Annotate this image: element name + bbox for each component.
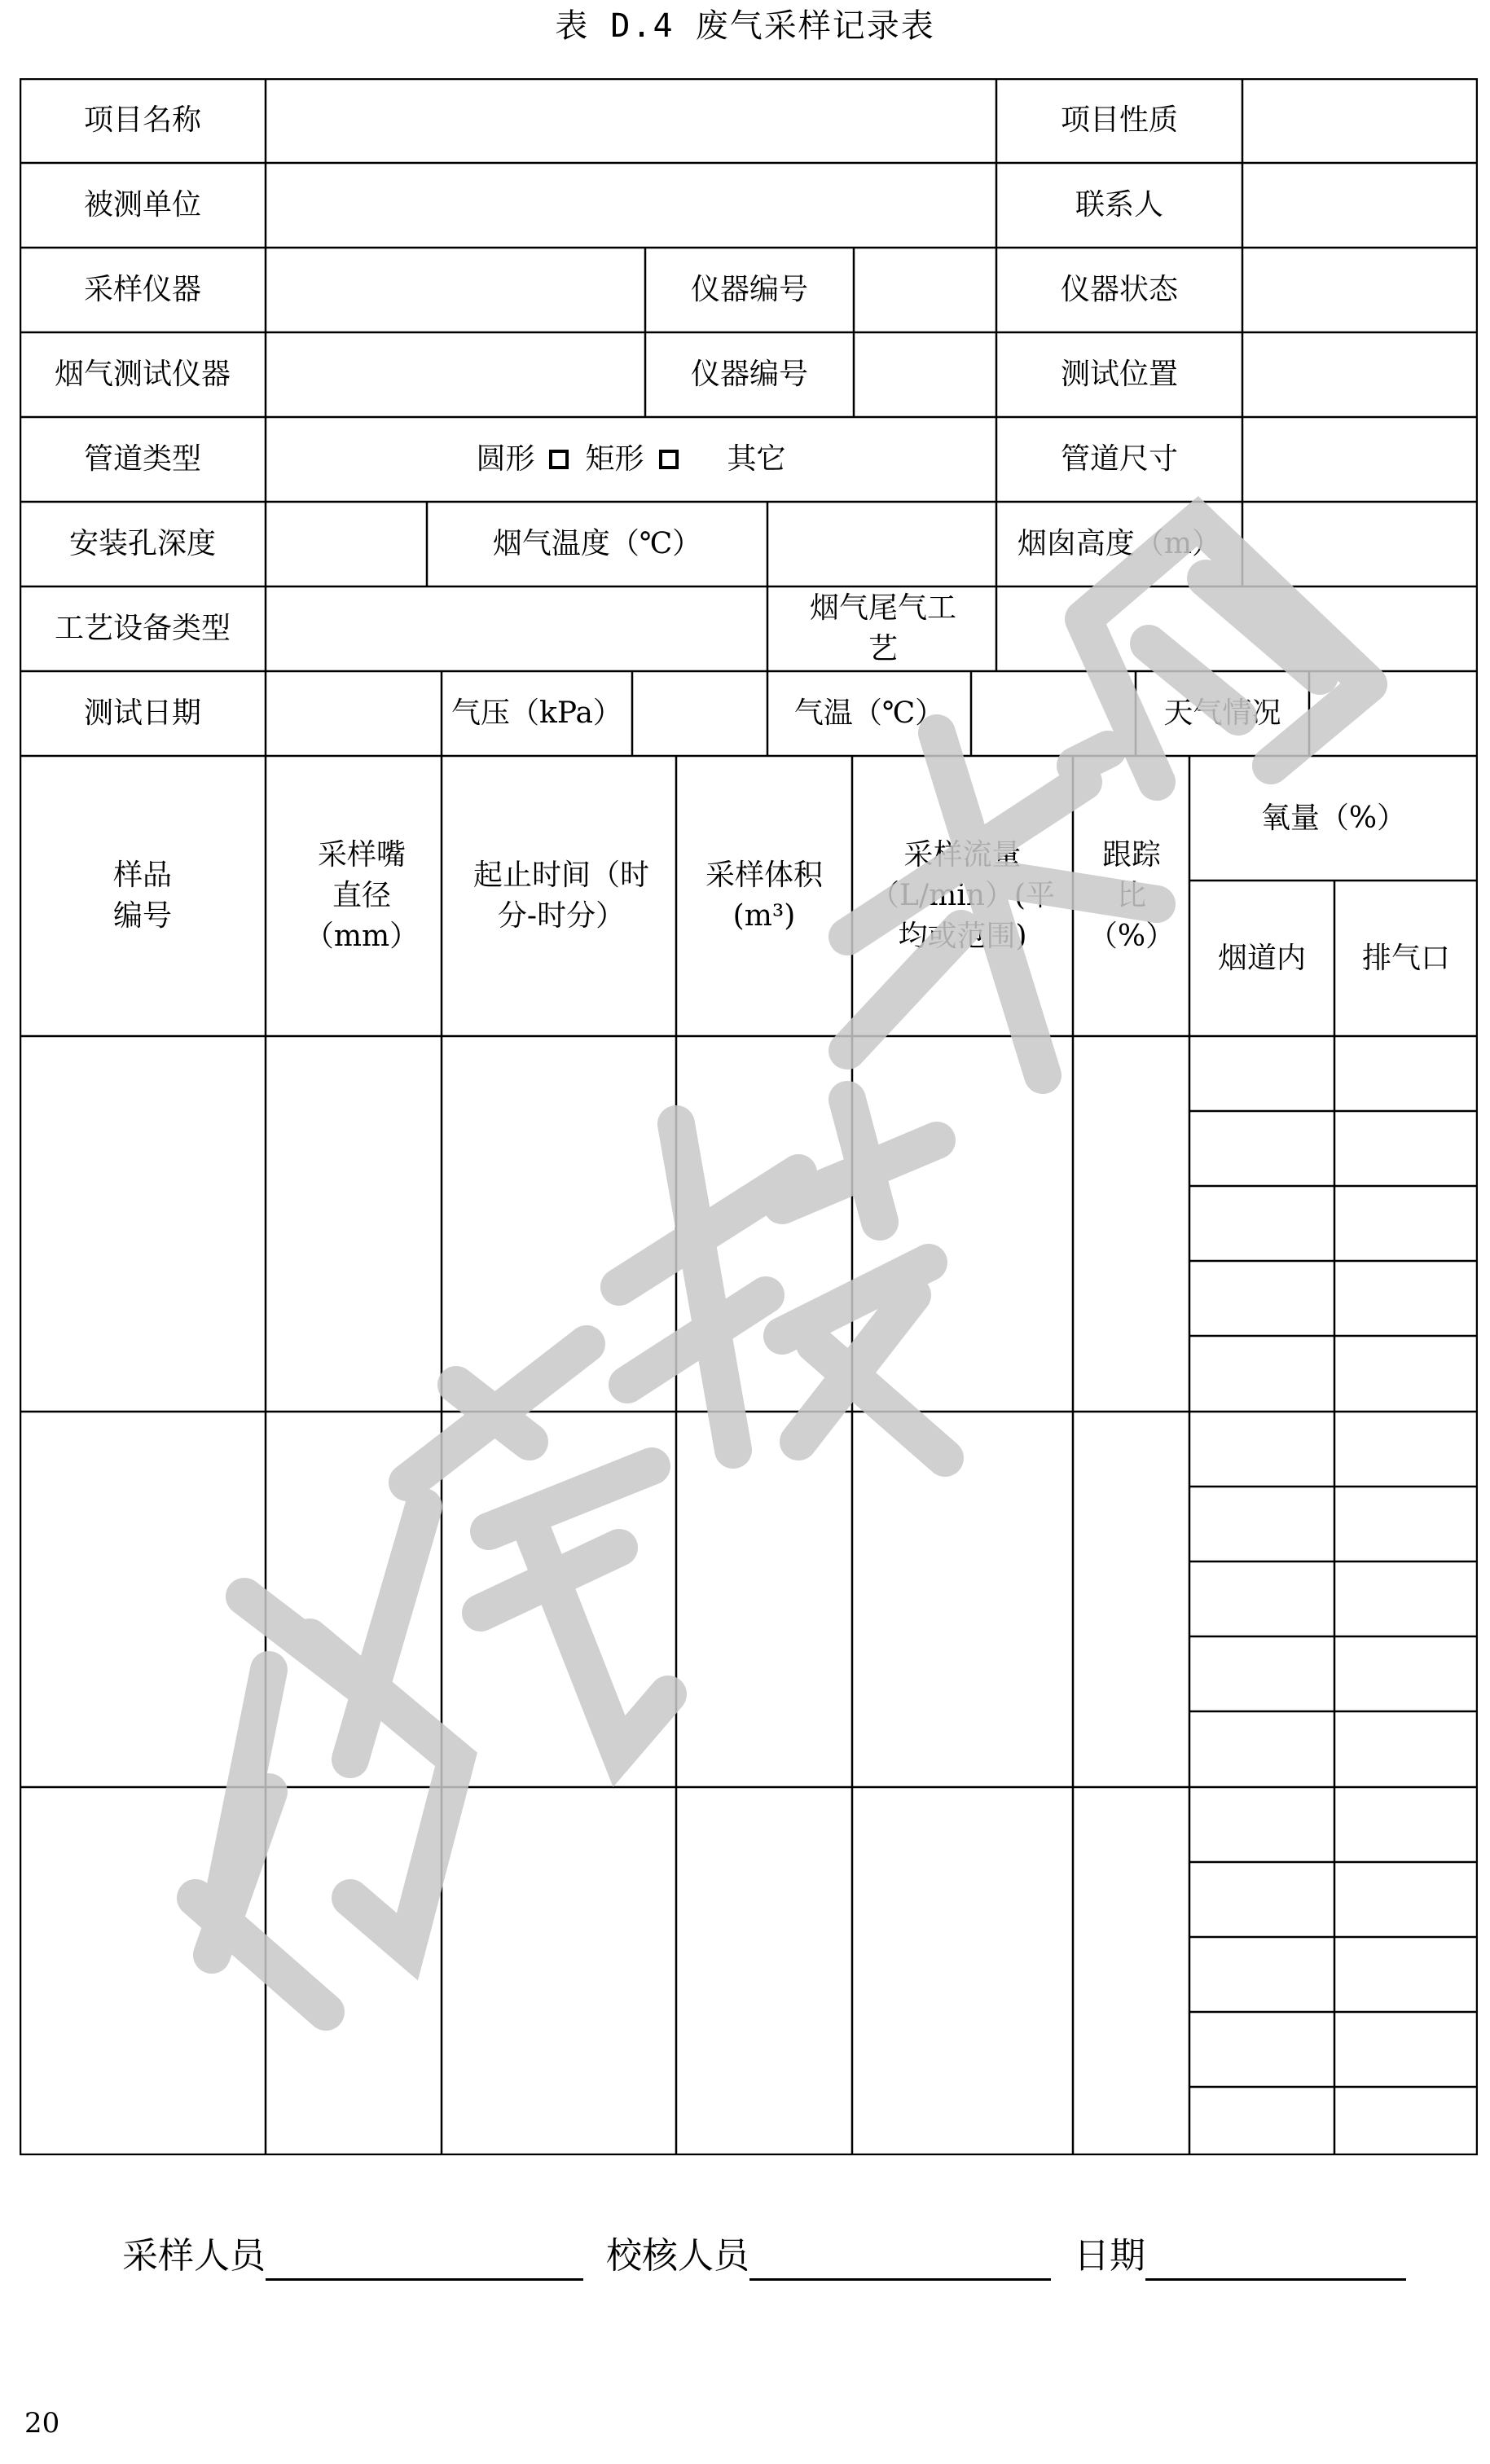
option-rect: 矩形 bbox=[585, 442, 644, 476]
field-flue-gas-instrument[interactable] bbox=[266, 332, 645, 417]
field-project-nature[interactable] bbox=[1242, 78, 1478, 163]
header-start-end-time: 起止时间（时分-时分） bbox=[472, 859, 649, 933]
field-weather[interactable] bbox=[1309, 671, 1478, 756]
label-date: 日期 bbox=[1074, 2235, 1145, 2277]
header-flow-rate: 采样流量（L/min）(平均或范围) bbox=[870, 838, 1055, 953]
pipe-type-options bbox=[266, 417, 996, 502]
field-test-date[interactable] bbox=[266, 671, 442, 756]
label-flue-temp: 烟气温度（℃） bbox=[492, 527, 702, 560]
label-tested-unit: 被测单位 bbox=[83, 188, 201, 222]
field-test-position[interactable] bbox=[1242, 332, 1478, 417]
sampler-signature-line[interactable] bbox=[266, 2238, 583, 2281]
date-line[interactable] bbox=[1145, 2238, 1406, 2281]
sampling-record-table bbox=[20, 78, 1478, 2155]
field-air-temp[interactable] bbox=[971, 671, 1136, 756]
label-instrument-no-2: 仪器编号 bbox=[690, 358, 808, 391]
field-instrument-status[interactable] bbox=[1242, 248, 1478, 332]
data-row-3[interactable] bbox=[20, 1787, 266, 2155]
field-hole-depth[interactable] bbox=[266, 502, 427, 586]
label-instrument-no: 仪器编号 bbox=[690, 273, 808, 306]
signature-footer bbox=[122, 2232, 1426, 2281]
label-pressure: 气压（kPa） bbox=[451, 696, 622, 730]
field-project-name[interactable] bbox=[266, 78, 996, 163]
label-sampler: 采样人员 bbox=[122, 2235, 266, 2277]
field-pipe-size[interactable] bbox=[1242, 417, 1478, 502]
data-row-2[interactable] bbox=[20, 1412, 266, 1787]
label-instrument-status: 仪器状态 bbox=[1060, 273, 1178, 306]
header-sample-volume bbox=[676, 756, 852, 1036]
header-sample-volume-unit: (m³) bbox=[732, 899, 796, 933]
header-oxygen-outlet: 排气口 bbox=[1361, 941, 1450, 975]
rect-checkbox[interactable] bbox=[659, 450, 679, 469]
data-row-1[interactable] bbox=[20, 1036, 266, 1412]
field-pressure[interactable] bbox=[632, 671, 767, 756]
label-sampling-instrument: 采样仪器 bbox=[83, 273, 201, 306]
field-chimney-height[interactable] bbox=[1242, 502, 1478, 586]
page-number: 20 bbox=[24, 2407, 60, 2440]
field-process-equipment[interactable] bbox=[266, 586, 767, 671]
label-chimney-height: 烟囱高度（m） bbox=[1017, 527, 1222, 560]
header-oxygen-in-flue: 烟道内 bbox=[1217, 941, 1306, 975]
label-tail-gas-process: 烟气尾气工艺 bbox=[810, 591, 957, 665]
header-nozzle-diameter: 采样嘴直径（mm） bbox=[304, 838, 420, 953]
label-test-date: 测试日期 bbox=[83, 696, 201, 730]
round-checkbox[interactable] bbox=[549, 450, 569, 469]
page-title: 表 D.4 废气采样记录表 bbox=[555, 7, 935, 45]
option-round: 圆形 bbox=[476, 442, 535, 476]
field-tested-unit[interactable] bbox=[266, 163, 996, 248]
header-oxygen: 氧量（%） bbox=[1260, 801, 1407, 835]
option-other: 其它 bbox=[727, 442, 786, 476]
label-air-temp: 气温（℃） bbox=[793, 696, 945, 730]
header-sample-no: 样品编号 bbox=[112, 859, 172, 933]
label-process-equipment: 工艺设备类型 bbox=[54, 612, 231, 645]
field-instrument-no[interactable] bbox=[854, 248, 996, 332]
label-pipe-size: 管道尺寸 bbox=[1060, 442, 1178, 476]
label-hole-depth: 安装孔深度 bbox=[68, 527, 216, 560]
label-pipe-type: 管道类型 bbox=[83, 442, 201, 476]
field-contact[interactable] bbox=[1242, 163, 1478, 248]
label-contact: 联系人 bbox=[1075, 188, 1163, 222]
field-flue-temp[interactable] bbox=[767, 502, 996, 586]
label-weather: 天气情况 bbox=[1163, 696, 1281, 730]
field-instrument-no-2[interactable] bbox=[854, 332, 996, 417]
header-tracking-ratio: 跟踪比（%） bbox=[1088, 838, 1176, 953]
label-checker: 校核人员 bbox=[606, 2235, 749, 2277]
header-sample-volume-label: 采样体积 bbox=[705, 859, 823, 892]
checker-signature-line[interactable] bbox=[749, 2238, 1051, 2281]
field-tail-gas-process[interactable] bbox=[996, 586, 1478, 671]
label-flue-gas-instrument: 烟气测试仪器 bbox=[54, 358, 231, 391]
label-project-nature: 项目性质 bbox=[1060, 103, 1178, 137]
label-test-position: 测试位置 bbox=[1060, 358, 1178, 391]
label-project-name: 项目名称 bbox=[83, 103, 201, 137]
field-sampling-instrument[interactable] bbox=[266, 248, 645, 332]
